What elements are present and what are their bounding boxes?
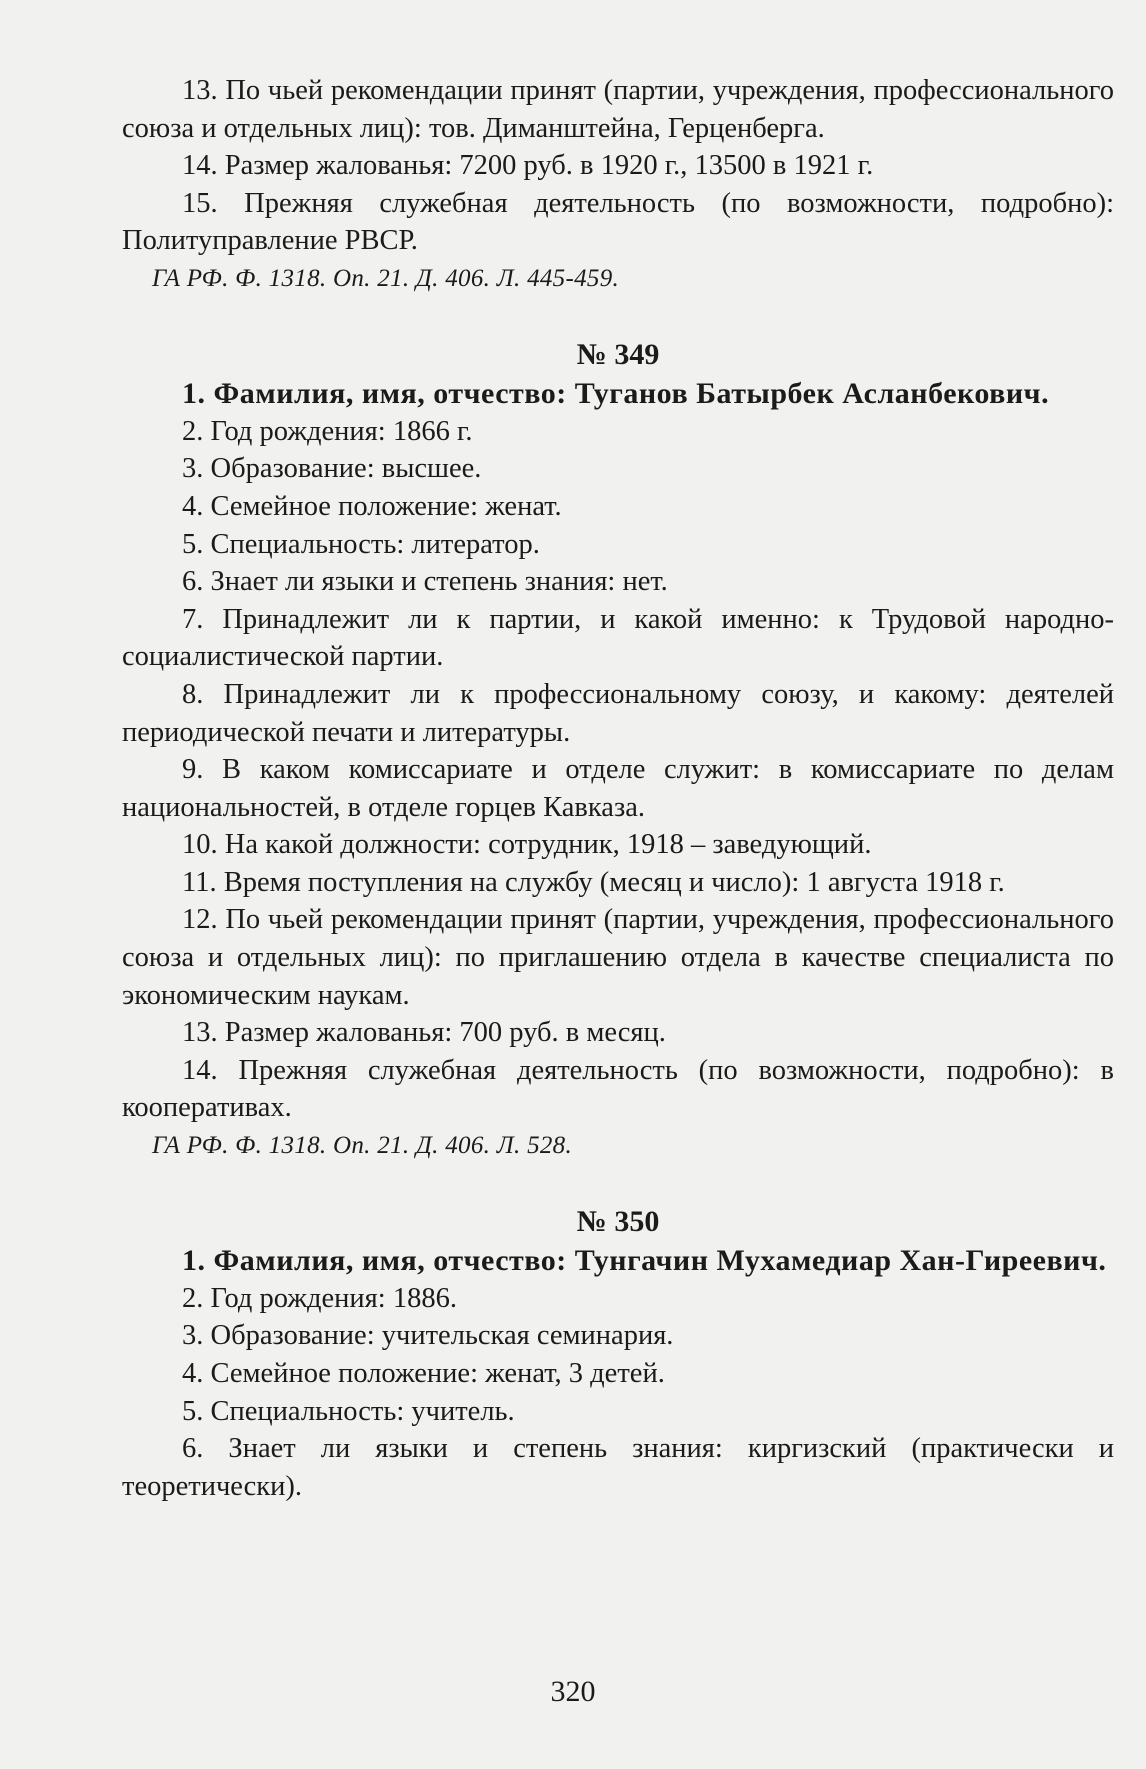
list-item: 13. Размер жалованья: 700 руб. в месяц. xyxy=(182,1017,666,1049)
list-item: 11. Время поступления на службу (месяц и число): 1 августа 1918 г. xyxy=(182,866,1005,898)
list-item: 9. В каком комиссариате и отделе служит: в комиссариате по делам национальностей, в отделе горцев Кавказа. xyxy=(122,754,1114,823)
list-item: 14. Прежняя служебная деятельность (по возможности, подробно): в кооперативах. xyxy=(122,1054,1114,1124)
list-item: 5. Специальность: литератор. xyxy=(182,528,540,560)
list-item: 12. По чьей рекомендации принят (партии, учреждения, профессионального союза и отдельных лиц): по приглашению отдела в качестве специалиста по экономическим наукам. xyxy=(122,904,1114,1011)
list-item: 6. Знает ли языки и степень знания: киргизский (практически и теоретически). xyxy=(122,1433,1114,1502)
list-item: 13. По чьей рекомендации принят (партии, учреждения, профессионального союза и отдельных лиц): тов. Диманштейна, Герценберга. xyxy=(122,75,1114,144)
list-item: 3. Образование: высшее. xyxy=(182,453,482,485)
list-item: 2. Год рождения: 1866 г. xyxy=(182,415,473,447)
list-item: 6. Знает ли языки и степень знания: нет. xyxy=(182,566,668,598)
name-line: 1. Фамилия, имя, отчество: Тунгачин Мухамедиар Хан-Гиреевич. xyxy=(182,1244,1107,1278)
list-item: 5. Специальность: учитель. xyxy=(182,1395,515,1427)
page-number: 320 xyxy=(550,1675,596,1708)
list-item: 10. На какой должности: сотрудник, 1918 – заведующий. xyxy=(182,829,872,861)
list-item: 8. Принадлежит ли к профессиональному союзу, и какому: деятелей периодической печати и литературы. xyxy=(122,678,1114,748)
list-item: 3. Образование: учительская семинария. xyxy=(182,1320,674,1352)
archive-source: ГА РФ. Ф. 1318. Оп. 21. Д. 406. Л. 528. xyxy=(152,1132,573,1160)
list-item: 4. Семейное положение: женат, 3 детей. xyxy=(182,1358,665,1389)
archive-source: ГА РФ. Ф. 1318. Оп. 21. Д. 406. Л. 445-459. xyxy=(152,264,620,292)
document-text xyxy=(122,72,1114,1505)
list-item: 2. Год рождения: 1886. xyxy=(182,1282,457,1314)
document-number: № 349 xyxy=(576,337,660,371)
name-line: 1. Фамилия, имя, отчество: Туганов Батырбек Асланбекович. xyxy=(182,377,1050,411)
list-item: 15. Прежняя служебная деятельность (по возможности, подробно): Политуправление РВСР. xyxy=(122,187,1114,257)
list-item: 14. Размер жалованья: 7200 руб. в 1920 г., 13500 в 1921 г. xyxy=(182,150,874,182)
list-item: 4. Семейное положение: женат. xyxy=(182,490,562,522)
document-number: № 350 xyxy=(576,1204,660,1238)
list-item: 7. Принадлежит ли к партии, и какой именно: к Трудовой народно-социалистической партии. xyxy=(122,603,1114,673)
